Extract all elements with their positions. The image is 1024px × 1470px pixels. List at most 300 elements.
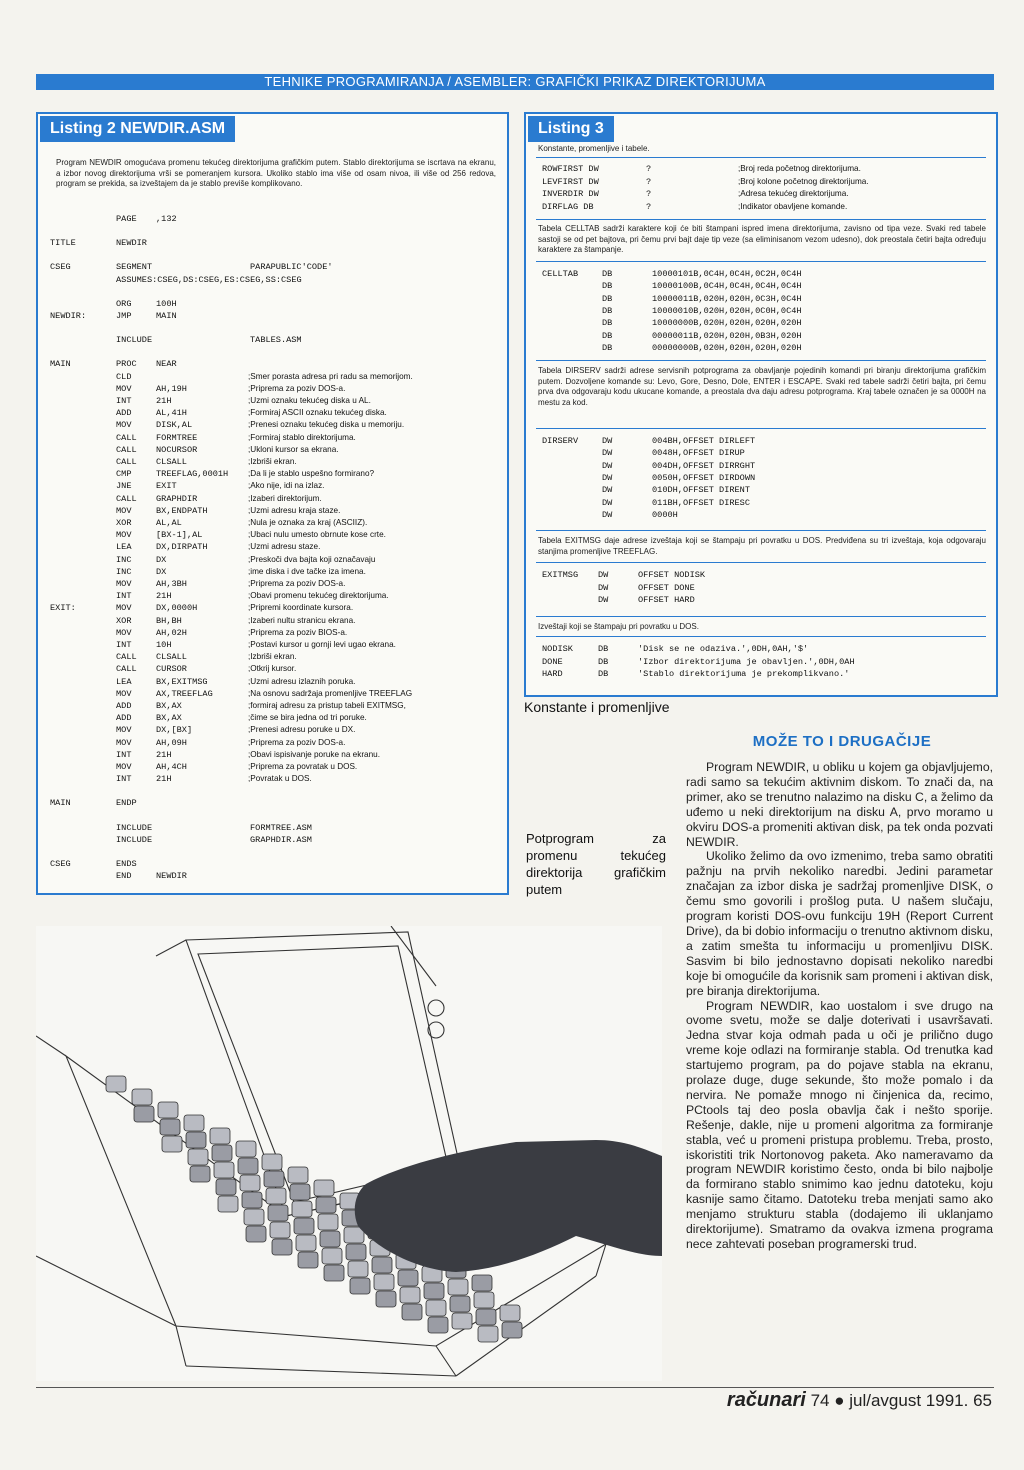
var-name: INVERDIR DW	[542, 189, 599, 199]
code-line	[50, 835, 506, 847]
code-op: ENDS	[116, 859, 137, 869]
code-comment: ;Prenesi adresu poruke u DX.	[248, 725, 356, 735]
code-comment: ;Formiraj stablo direktorijuma.	[248, 432, 356, 442]
keyboard-key	[346, 1244, 366, 1260]
table-op: DB	[602, 293, 613, 304]
keyboard-key	[132, 1089, 152, 1105]
keyboard-key	[272, 1239, 292, 1255]
code-comment: ;Izaberi nultu stranicu ekrana.	[248, 615, 356, 625]
table-value: 004DH,OFFSET DIRRGHT	[652, 460, 756, 471]
code-line	[542, 306, 988, 318]
keyboard-key	[478, 1326, 498, 1342]
code-line	[542, 461, 988, 473]
code-comment: ;Uzmi adresu izlaznih poruka.	[248, 676, 356, 686]
code-op: MOV	[116, 530, 132, 541]
listing-2-panel	[36, 112, 509, 895]
code-label: EXIT:	[50, 603, 76, 614]
code-op: INT	[116, 591, 132, 602]
code-line	[542, 657, 988, 669]
code-op: CALL	[116, 652, 137, 663]
code-op: XOR	[116, 518, 132, 528]
code-line	[50, 591, 506, 603]
exitmsg-description: Tabela EXITMSG daje adrese izveštaja koji se štampaju pri povratku u DOS. Predviđena su tri izveštaja, koja odgovaraju stanjima promenljive TREEFLAG.	[538, 536, 986, 556]
keyboard-key	[348, 1261, 368, 1277]
table-value: 10000101B,0C4H,0C4H,0C2H,0C4H	[652, 269, 802, 279]
code-op: CALL	[116, 432, 137, 443]
keyboard-key	[426, 1300, 446, 1316]
code-op: PAGE	[116, 214, 137, 224]
listing-3-intro: Konstante, promenljive i tabele.	[538, 144, 650, 153]
keyboard-key	[288, 1167, 308, 1183]
code-op: LEA	[116, 542, 132, 553]
table-value: 00000011B,020H,020H,0B3H,020H	[652, 330, 802, 341]
code-line	[50, 457, 506, 469]
code-comment: ;Priprema za poziv DOS-a.	[248, 579, 346, 588]
var-name: ROWFIRST DW	[542, 164, 599, 174]
keyboard-key	[402, 1304, 422, 1320]
code-comment: ;Ukloni kursor sa ekrana.	[248, 444, 339, 454]
variables-block	[542, 164, 988, 216]
code-comment: ;Uzmi adresu kraja staze.	[248, 505, 341, 515]
code-line	[50, 494, 506, 506]
code-arg: DX,0000H	[156, 603, 198, 614]
listing-3-caption: Konstante i promenljive	[524, 699, 670, 715]
table-value: 010DH,OFFSET DIRENT	[652, 485, 750, 496]
code-label: MAIN	[50, 359, 71, 370]
table-op: DW	[598, 582, 609, 593]
code-arg: DISK,AL	[156, 420, 193, 431]
table-value: 'Disk se ne odaziva.',0DH,0AH,'$'	[638, 644, 809, 654]
code-label: NEWDIR:	[50, 311, 87, 321]
table-op: DW	[602, 448, 613, 459]
table-value: OFFSET HARD	[638, 595, 695, 605]
code-op: MOV	[116, 725, 132, 736]
code-comment: ;Uzmi oznaku tekućeg diska u AL.	[248, 396, 371, 405]
code-line	[50, 579, 506, 591]
var-value: ?	[646, 201, 652, 212]
keyboard-key	[424, 1283, 444, 1299]
keyboard-key	[474, 1292, 494, 1308]
table-op: DB	[602, 305, 613, 316]
keyboard-key	[216, 1179, 236, 1195]
code-op: MOV	[116, 737, 132, 748]
keyboard-key	[186, 1132, 206, 1148]
code-arg: BX,AX	[156, 713, 182, 724]
code-arg: NEAR	[156, 359, 177, 370]
celltab-block	[542, 269, 988, 355]
code-arg: EXIT	[156, 481, 177, 492]
code-comment: ;Priprema za poziv DOS-a.	[248, 383, 346, 393]
code-line	[50, 396, 506, 408]
table-label: NODISK	[542, 644, 573, 654]
keyboard-key	[184, 1115, 204, 1131]
code-arg: 21H	[156, 774, 172, 785]
code-op: CMP	[116, 469, 132, 480]
code-line	[50, 738, 506, 750]
keyboard-key	[296, 1235, 316, 1251]
code-arg: GRAPHDIR.ASM	[250, 834, 312, 845]
keyboard-key	[264, 1171, 284, 1187]
code-arg: PARAPUBLIC'CODE'	[250, 262, 333, 273]
code-arg: 21H	[156, 591, 172, 602]
code-line	[50, 689, 506, 701]
page-footer	[727, 1389, 992, 1412]
listing-2-caption: Potprogram za promenu tekućeg direktorija grafičkim putem	[526, 831, 666, 897]
table-value: 10000011B,020H,020H,0C3H,0C4H	[652, 293, 802, 304]
code-arg: DX,[BX]	[156, 725, 193, 736]
keyboard-key	[158, 1102, 178, 1118]
table-op: DW	[598, 595, 609, 605]
table-value: OFFSET NODISK	[638, 570, 706, 580]
table-op: DW	[602, 472, 613, 483]
keyboard-key	[322, 1248, 342, 1264]
code-arg: AH,09H	[156, 737, 187, 748]
table-op: DW	[602, 460, 613, 471]
keyboard-key	[106, 1076, 126, 1092]
page-number: 65	[973, 1391, 992, 1410]
code-arg: MAIN	[156, 311, 177, 321]
code-line	[542, 202, 988, 214]
table-op: DB	[602, 281, 613, 292]
keyboard-key	[210, 1128, 230, 1144]
code-comment: ;Da li je stablo uspešno formirano?	[248, 469, 375, 479]
keyboard-key	[190, 1166, 210, 1182]
code-arg: 21H	[156, 396, 172, 406]
code-line	[50, 701, 506, 713]
code-line	[50, 481, 506, 493]
code-line	[50, 384, 506, 396]
code-arg: AH,3BH	[156, 579, 187, 589]
code-line	[50, 469, 506, 481]
code-line	[542, 583, 988, 595]
table-value: 011BH,OFFSET DIRESC	[652, 497, 750, 508]
code-line	[542, 570, 988, 582]
code-line	[50, 542, 506, 554]
code-arg: NOCURSOR	[156, 444, 198, 455]
table-label: HARD	[542, 669, 563, 679]
table-value: 004BH,OFFSET DIRLEFT	[652, 436, 756, 446]
code-line	[542, 164, 988, 176]
code-line	[542, 331, 988, 343]
listing-2-intro: Program NEWDIR omogućava promenu tekućeg direktorijuma grafičkim putem. Stablo direktorijuma se iscrtava na ekranu, a izbor novog direktorijuma vrši se pomeranjem kursora. Ukoliko stablo ima više od osam nivoa, ili više od 256 redova, program se prekida, sa izveštajem da je stablo previše komplikovano.	[56, 158, 496, 188]
table-value: 0000H	[652, 509, 678, 520]
listing-3-panel	[524, 112, 998, 697]
code-line	[542, 498, 988, 510]
table-value: 10000000B,020H,020H,020H,020H	[652, 318, 802, 329]
table-value: 'Izbor direktorijuma je obavljen.',0DH,0AH	[638, 656, 855, 667]
code-comment: ;Priprema za poziv DOS-a.	[248, 737, 346, 747]
code-line	[50, 652, 506, 664]
code-line	[50, 555, 506, 567]
code-line	[542, 473, 988, 485]
code-line	[50, 640, 506, 652]
code-line	[50, 275, 506, 287]
listing-2-code	[50, 214, 506, 882]
keyboard-key	[262, 1154, 282, 1170]
code-line	[50, 567, 506, 579]
code-op: ORG	[116, 298, 132, 309]
var-name: DIRFLAG DB	[542, 201, 594, 212]
keyboard-key	[292, 1201, 312, 1217]
keyboard-key	[212, 1145, 232, 1161]
code-op: INC	[116, 566, 132, 577]
code-label: CSEG	[50, 859, 71, 869]
code-line	[542, 436, 988, 448]
code-arg: 10H	[156, 640, 172, 650]
keyboard-key	[246, 1226, 266, 1242]
code-line	[50, 871, 506, 883]
dirserv-description: Tabela DIRSERV sadrži adrese servisnih potprograma za obavljanje pojedinih komandi pri biranju direktorijuma grafičkim putem. Dozvoljene komande su: Levo, Gore, Desno, Dole, ENTER i ESCAPE. Svaki red tabele sadrži četiri bajta, pri čemu prva dva odgovaraju kodu ukucane komande, a preostala dva daju adresu potprograma. Kraj tabele označen je sa 0000H na mestu za kod.	[538, 366, 986, 407]
keyboard-key	[316, 1197, 336, 1213]
code-op: ENDP	[116, 798, 137, 809]
code-line	[50, 628, 506, 640]
code-arg: 21H	[156, 749, 172, 760]
table-op: DW	[598, 570, 609, 580]
code-line	[542, 318, 988, 330]
code-comment: ;Postavi kursor u gornji levi ugao ekrana.	[248, 640, 396, 649]
code-line	[50, 762, 506, 774]
code-line	[542, 294, 988, 306]
code-op: MOV	[116, 627, 132, 638]
code-arg: 100H	[156, 298, 177, 309]
code-line	[50, 506, 506, 518]
code-op: MOV	[116, 505, 132, 516]
keyboard-key	[472, 1275, 492, 1291]
article-paragraph-2: Ukoliko želimo da ovo izmenimo, treba samo obratiti pažnju na prvih nekoliko naredbi. Jedini parametar značajan za izbor diska je sadržaj promenljive DISK, o čemu smo govorili i prošlog puta. U našem slučaju, program koristi DOS-ovu funkciju 19H (Report Current Drive), da bi dobio informaciju o trenutno aktivnom disku, a zatim smešta tu informaciju u promenljivu DISK. Sasvim bi bilo jednostavno dopisati nekoliko naredbi koje bi omogućile da korisnik sam promeni i aktivan disk, pre biranja direktorijuma.	[686, 849, 993, 998]
keyboard-key	[134, 1106, 154, 1122]
code-comment: ;Prenesi oznaku tekućeg diska u memoriju.	[248, 420, 405, 430]
keyboard-key	[502, 1322, 522, 1338]
code-line	[50, 359, 506, 371]
code-line	[50, 311, 506, 323]
code-line	[542, 269, 988, 281]
code-comment: ;Smer porasta adresa pri radu sa memorijom.	[248, 371, 413, 381]
code-op: CALL	[116, 444, 137, 455]
keyboard-key	[290, 1184, 310, 1200]
code-op: INT	[116, 749, 132, 760]
reports-block	[542, 644, 988, 684]
code-line	[542, 595, 988, 607]
keyboard-key	[188, 1149, 208, 1165]
code-line	[542, 510, 988, 522]
code-line	[50, 420, 506, 432]
celltab-description: Tabela CELLTAB sadrži karaktere koji će biti štampani ispred imena direktorijuma, zavisno od tipa veze. Svaki red tabele sastoji se od pet bajtova, pri čemu prvi bajt daje tip veze (sa eliminisanom vezom udesno), dok preostala četiri bajta određuju karaktere za štampanje.	[538, 224, 986, 254]
table-op: DW	[602, 436, 613, 446]
code-arg: BX,AX	[156, 701, 182, 711]
code-line	[50, 677, 506, 689]
code-arg: AL,AL	[156, 518, 182, 528]
keyboard-key	[294, 1218, 314, 1234]
table-value: 10000100B,0C4H,0C4H,0C4H,0C4H	[652, 281, 802, 292]
keyboard-key	[450, 1296, 470, 1312]
keyboard-key	[372, 1257, 392, 1273]
keyboard-key	[476, 1309, 496, 1325]
keyboard-key	[428, 1317, 448, 1333]
keyboard-key	[270, 1222, 290, 1238]
code-arg: BX,ENDPATH	[156, 505, 208, 516]
code-comment: ;Na osnovu sadržaja promenljive TREEFLAG	[248, 688, 413, 698]
code-line	[542, 669, 988, 681]
keyboard-key	[238, 1158, 258, 1174]
table-op: DB	[598, 644, 609, 654]
code-comment: ;Formiraj ASCII oznaku tekućeg diska.	[248, 408, 387, 418]
keyboard-key	[500, 1305, 520, 1321]
issue-date: jul/avgust 1991.	[849, 1391, 969, 1410]
table-value: 00000000B,020H,020H,020H,020H	[652, 342, 802, 353]
code-label: MAIN	[50, 798, 71, 809]
code-arg: CURSOR	[156, 664, 187, 675]
keyboard-key	[376, 1291, 396, 1307]
bullet-icon: ●	[834, 1391, 845, 1410]
code-line	[50, 798, 506, 810]
code-arg: AX,TREEFLAG	[156, 688, 213, 699]
article-paragraph-3: Program NEWDIR, kao uostalom i sve drugo na ovome svetu, može se dalje doterivati i usavršavati. Jedna stvar koja odmah pada u oči je prilično dugo vreme koje odlazi na formiranje stabla. Od trenutka kad startujemo program, pa do pojave stabla na ekranu, prolaze duge, duge sekunde, što može pomalo i da nervira. Ne pomaže mnogo ni činjenica da, recimo, PCtools taj deo posla obavlja čak i nešto sporije. Rešenje, dakle, nije u promeni algoritma za formiranje stabla, već u promeni pristupa problemu. Treba, prosto, iskoristiti trik Nortonovog paketa. Ako nameravamo da program NEWDIR koristimo često, onda bi bilo najbolje da formirano stablo snimimo kao jednu datoteku, koju kasnije samo čitamo. Datoteku treba menjati samo ako menjamo strukturu stabla (dodajemo ili uklanjamo direktorijume). Smatramo da ovakva izmena programa nece zahtevati poseban programerski trud.	[686, 998, 993, 1251]
keyboard-key	[448, 1279, 468, 1295]
table-op: DB	[598, 656, 609, 667]
code-label: TITLE	[50, 238, 76, 249]
code-comment: ;Obavi promenu tekućeg direktorijuma.	[248, 591, 389, 601]
code-arg: BX,EXITMSG	[156, 676, 208, 687]
table-label: EXITMSG	[542, 570, 579, 580]
laptop-illustration	[36, 926, 662, 1381]
code-line	[542, 485, 988, 497]
code-op: END	[116, 871, 132, 882]
section-header: TEHNIKE PROGRAMIRANJA / ASEMBLER: GRAFIČKI PRIKAZ DIREKTORIJUMA	[36, 74, 994, 90]
table-op: DB	[598, 669, 609, 679]
code-line	[542, 448, 988, 460]
code-op: XOR	[116, 615, 132, 626]
code-comment: ;Ako nije, idi na izlaz.	[248, 481, 325, 491]
code-line	[50, 725, 506, 737]
keyboard-key	[314, 1180, 334, 1196]
code-op: INCLUDE	[116, 834, 153, 845]
code-line	[50, 518, 506, 530]
keyboard-key	[452, 1313, 472, 1329]
keyboard-key	[242, 1192, 262, 1208]
var-value: ?	[646, 164, 652, 174]
code-label: CSEG	[50, 262, 71, 273]
issue-number: 74	[810, 1391, 830, 1410]
table-op: DB	[602, 318, 613, 329]
code-arg: ,132	[156, 214, 177, 224]
var-comment: ;Adresa tekućeg direktorijuma.	[738, 189, 849, 198]
code-line	[50, 214, 506, 226]
code-op: SEGMENT	[116, 262, 153, 273]
listing-3-title: Listing 3	[528, 116, 614, 142]
code-line	[50, 372, 506, 384]
code-line	[542, 644, 988, 656]
code-comment: ;Preskoči dva bajta koji označavaju	[248, 554, 376, 564]
table-value: 'Stablo direktorijuma je prekomplikvano.'	[638, 669, 850, 679]
code-op: MOV	[116, 762, 132, 772]
code-op: JNE	[116, 481, 132, 492]
dirserv-block	[542, 436, 988, 524]
code-op: INCLUDE	[116, 822, 153, 833]
code-op: ADD	[116, 408, 132, 419]
code-op: CALL	[116, 457, 137, 467]
code-arg: DX,DIRPATH	[156, 542, 208, 553]
code-line	[50, 859, 506, 871]
code-comment: ;Izbriši ekran.	[248, 457, 297, 466]
code-arg: CLSALL	[156, 652, 187, 663]
exitmsg-block	[542, 570, 988, 610]
table-label: CELLTAB	[542, 269, 579, 279]
table-value: 10000010B,020H,020H,0C0H,0C4H	[652, 305, 802, 316]
keyboard-key	[214, 1162, 234, 1178]
code-comment: ;Otkrij kursor.	[248, 664, 297, 674]
code-comment: ;formiraj adresu za pristup tabeli EXITMSG,	[248, 701, 406, 710]
code-line	[50, 616, 506, 628]
keyboard-key	[236, 1141, 256, 1157]
table-op: DB	[602, 342, 613, 353]
code-op: INT	[116, 640, 132, 650]
keyboard-key	[162, 1136, 182, 1152]
code-line	[50, 774, 506, 786]
code-op: CALL	[116, 493, 137, 504]
code-arg: FORMTREE.ASM	[250, 822, 312, 833]
code-op: ADD	[116, 701, 132, 711]
code-op: NEWDIR	[116, 238, 147, 249]
footer-rule	[36, 1387, 994, 1388]
code-op: INT	[116, 396, 132, 406]
code-op: INCLUDE	[116, 335, 153, 346]
code-comment: ;Ubaci nulu umesto obrnute kose crte.	[248, 530, 386, 540]
code-comment: ;Nula je oznaka za kraj (ASCIIZ).	[248, 518, 368, 527]
code-op: LEA	[116, 676, 132, 687]
keyboard-key	[160, 1119, 180, 1135]
keyboard-key	[218, 1196, 238, 1212]
reports-description: Izveštaji koji se štampaju pri povratku u DOS.	[538, 622, 699, 631]
code-line	[50, 433, 506, 445]
code-arg: DX	[156, 566, 167, 577]
keyboard-key	[350, 1278, 370, 1294]
keyboard-key	[400, 1287, 420, 1303]
code-arg: BH,BH	[156, 615, 182, 626]
code-arg: AH,4CH	[156, 762, 187, 772]
code-arg: TABLES.ASM	[250, 335, 302, 346]
code-op: INC	[116, 554, 132, 565]
code-arg: AH,19H	[156, 383, 187, 394]
code-comment: ;Obavi ispisivanje poruke na ekranu.	[248, 749, 380, 759]
code-line	[50, 262, 506, 274]
keyboard-key	[398, 1270, 418, 1286]
keyboard-key	[268, 1205, 288, 1221]
code-op: MOV	[116, 603, 132, 614]
code-op: MOV	[116, 579, 132, 589]
table-op: DW	[602, 497, 613, 508]
code-arg: GRAPHDIR	[156, 493, 198, 504]
code-line	[50, 750, 506, 762]
table-label: DIRSERV	[542, 436, 579, 446]
code-line	[50, 664, 506, 676]
code-comment: ;Izbriši ekran.	[248, 652, 297, 662]
code-comment: ;Povratak u DOS.	[248, 774, 312, 784]
code-arg: [BX-1],AL	[156, 530, 203, 541]
table-op: DW	[602, 485, 613, 496]
table-value: 0048H,OFFSET DIRUP	[652, 448, 745, 459]
code-line	[50, 713, 506, 725]
var-value: ?	[646, 189, 652, 199]
code-op: INT	[116, 774, 132, 785]
code-line	[50, 445, 506, 457]
code-op: MOV	[116, 420, 132, 431]
code-op: CLD	[116, 371, 132, 382]
code-line	[50, 238, 506, 250]
table-op: DB	[602, 269, 613, 279]
table-label: DONE	[542, 656, 563, 667]
var-name: LEVFIRST DW	[542, 176, 599, 187]
code-comment: ;Izaberi direktorijum.	[248, 493, 322, 503]
